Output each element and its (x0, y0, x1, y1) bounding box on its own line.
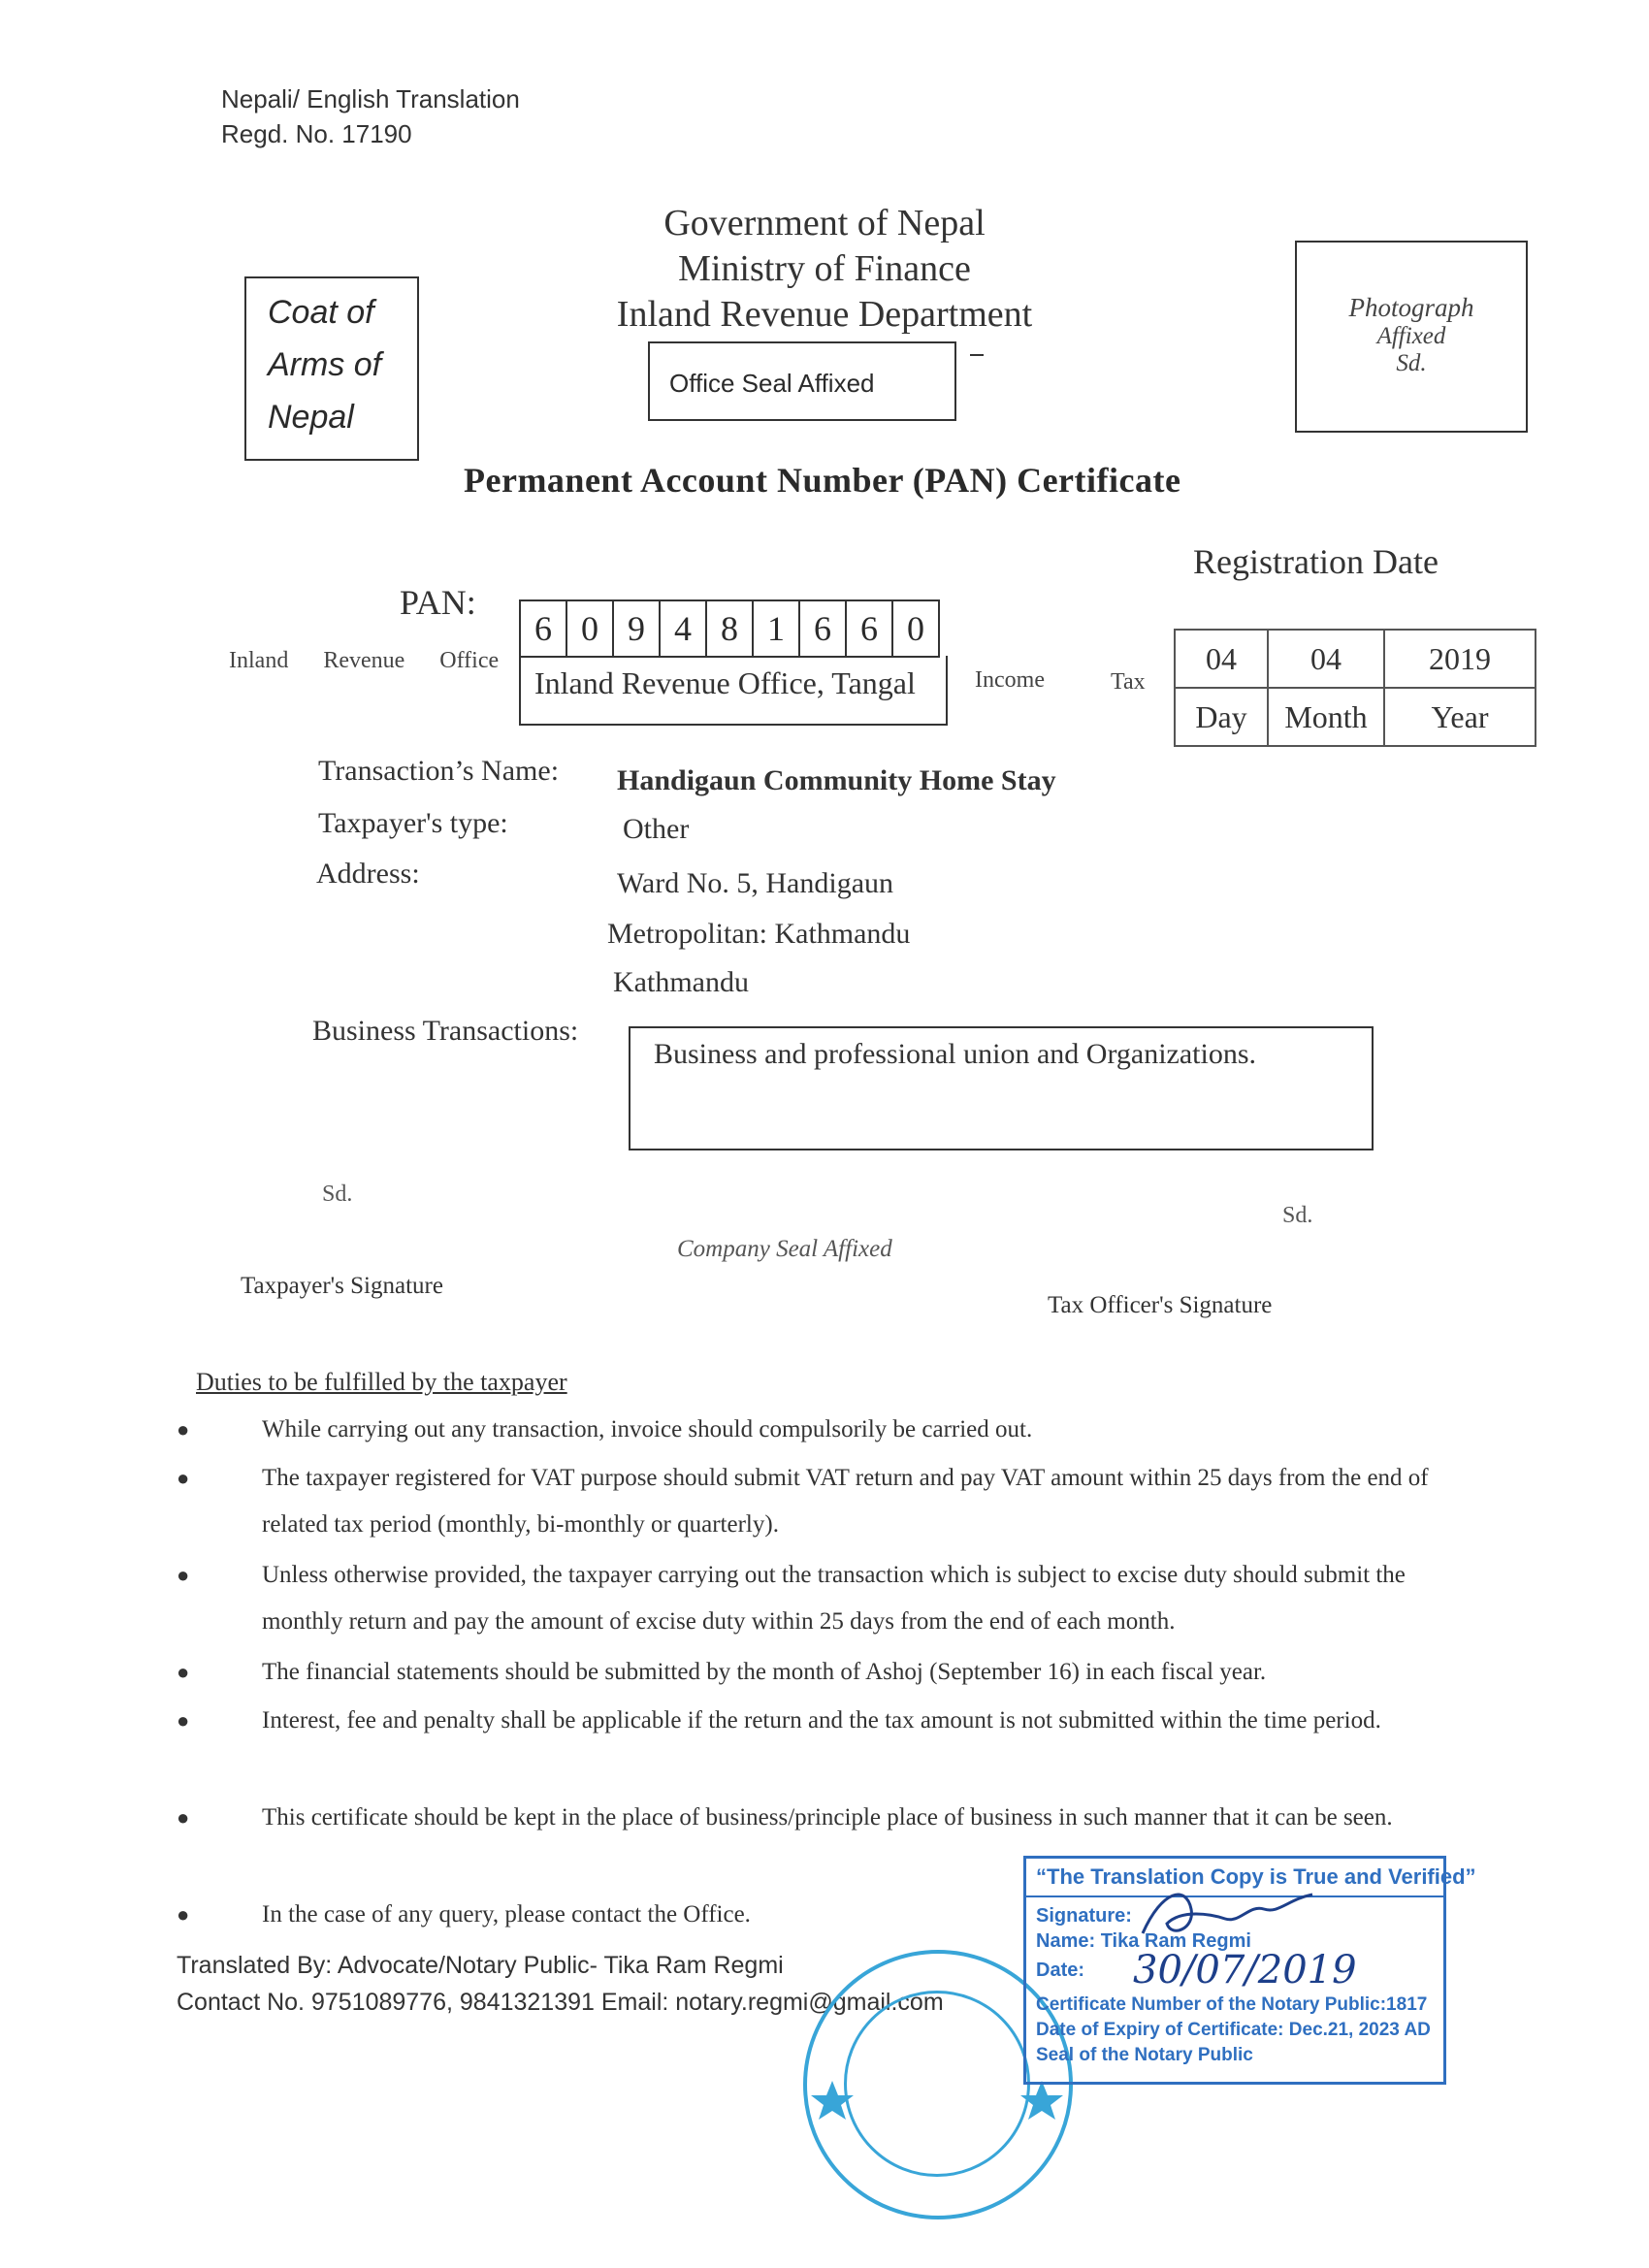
transaction-name-value: Handigaun Community Home Stay (617, 764, 1056, 796)
photograph-line-3: Sd. (1396, 350, 1427, 376)
government-name: Government of Nepal (663, 203, 986, 243)
stamp-signature: Signature: (1036, 1905, 1132, 1927)
reg-year: 2019 (1384, 630, 1536, 688)
taxpayer-type-label: Taxpayer's type: (318, 807, 508, 839)
photograph-line-2: Affixed (1376, 323, 1446, 349)
pan-digit: 6 (521, 601, 567, 658)
ministry-name: Ministry of Finance (678, 248, 971, 289)
dash-mark (970, 354, 984, 356)
pan-digit: 0 (567, 601, 614, 658)
duty-item (177, 1552, 1455, 1645)
bullet-icon: ● (177, 1902, 190, 1927)
coat-line-2: Arms of (268, 346, 382, 383)
translation-header (221, 81, 520, 151)
translated-by: Translated By: Advocate/Notary Public- Tika Ram Regmi (177, 1952, 784, 1979)
bullet-icon: ● (177, 1563, 190, 1587)
coat-of-arms-box (244, 276, 419, 461)
office-label-3: Office (439, 648, 500, 673)
pan-digit: 8 (707, 601, 754, 658)
photograph-line-1: Photograph (1348, 293, 1474, 322)
tax-label: Tax (1111, 669, 1146, 695)
department-name: Inland Revenue Department (616, 294, 1033, 335)
stamp-date: Date: (1036, 1960, 1085, 1981)
reg-month: 04 (1268, 630, 1384, 688)
pan-digit: 9 (614, 601, 661, 658)
coat-line-1: Coat of (268, 294, 374, 331)
stamp-date-value: 30/07/2019 (1133, 1948, 1357, 1993)
duty-item (177, 1698, 1455, 1744)
handwritten-signature (1133, 1880, 1327, 1948)
reg-year-label: Year (1384, 688, 1536, 746)
business-transactions-value: Business and professional union and Organizations. (654, 1038, 1257, 1070)
business-transactions-label: Business Transactions: (312, 1015, 579, 1047)
address-label: Address: (316, 858, 420, 890)
pan-label: PAN: (400, 583, 476, 622)
pan-digit-grid (519, 599, 940, 658)
reg-day-label: Day (1175, 688, 1268, 746)
bullet-icon: ● (177, 1466, 190, 1490)
pan-digit: 4 (661, 601, 707, 658)
registration-date-label: Registration Date (1193, 542, 1439, 581)
photograph-box (1295, 241, 1528, 433)
stamp-cert-number: Certificate Number of the Notary Public:1817 (1036, 1994, 1428, 2015)
stamp-expiry: Date of Expiry of Certificate: Dec.21, 2023 AD (1036, 2020, 1431, 2040)
office-seal-text: Office Seal Affixed (669, 369, 875, 398)
duty-item (177, 1455, 1455, 1548)
bullet-icon: ● (177, 1708, 190, 1733)
company-seal-text: Company Seal Affixed (677, 1236, 892, 1262)
duty-item-text: The taxpayer registered for VAT purpose should submit VAT return and pay VAT amount within 25 days from the end of related tax period (monthly, bi-monthly or quarterly). (262, 1465, 1429, 1538)
reg-month-label: Month (1268, 688, 1384, 746)
duty-item-text: Unless otherwise provided, the taxpayer carrying out the transaction which is subject to excise duty should submit the monthly return and pay the amount of excise duty within 25 days from the end of each month. (262, 1562, 1406, 1635)
office-label-2: Revenue (323, 648, 405, 673)
bullet-icon: ● (177, 1417, 190, 1442)
stamp-title: “The Translation Copy is True and Verified” (1036, 1864, 1476, 1889)
notary-verification-stamp (1023, 1856, 1476, 2085)
office-seal-box (648, 341, 956, 421)
registration-number: Regd. No. 17190 (221, 119, 412, 148)
pan-digit: 0 (893, 601, 940, 658)
income-label: Income (975, 667, 1045, 693)
stamp-seal-line: Seal of the Notary Public (1036, 2045, 1253, 2065)
pan-digit: 1 (754, 601, 800, 658)
taxpayer-signature-label: Taxpayer's Signature (241, 1273, 443, 1299)
certificate-title: Permanent Account Number (PAN) Certificate (464, 461, 1181, 500)
pan-digit: 6 (800, 601, 847, 658)
address-line-2: Metropolitan: Kathmandu (607, 918, 911, 950)
coat-line-3: Nepal (268, 399, 354, 436)
contact-info: Contact No. 9751089776, 9841321391 Email: notary.regmi@gmail.com (177, 1989, 944, 2016)
tax-officer-signature-label: Tax Officer's Signature (1048, 1292, 1273, 1318)
reg-day: 04 (1175, 630, 1268, 688)
business-transactions-box (629, 1026, 1374, 1150)
duty-item (177, 1407, 1455, 1453)
duty-item-text: In the case of any query, please contact the Office. (262, 1901, 751, 1928)
duty-item (177, 1649, 1455, 1696)
duty-item (177, 1795, 1455, 1841)
bullet-icon: ● (177, 1660, 190, 1684)
registration-date-table (1174, 629, 1536, 747)
duties-heading: Duties to be fulfilled by the taxpayer (196, 1368, 567, 1396)
address-line-3: Kathmandu (613, 966, 749, 998)
office-value: Inland Revenue Office, Tangal (534, 665, 916, 700)
duty-item-text: This certificate should be kept in the place of business/principle place of business in such manner that it can be seen. (262, 1804, 1393, 1831)
translation-title: Nepali/ English Translation (221, 84, 520, 113)
office-value-box (519, 656, 948, 726)
duty-item (177, 1892, 863, 1938)
taxpayer-sd: Sd. (322, 1182, 353, 1207)
transaction-name-label: Transaction’s Name: (318, 755, 560, 787)
duty-item-text: Interest, fee and penalty shall be applicable if the return and the tax amount is not submitted within the time period. (262, 1707, 1381, 1733)
taxpayer-type-value: Other (623, 813, 690, 845)
address-line-1: Ward No. 5, Handigaun (617, 867, 894, 899)
office-label-1: Inland (229, 648, 289, 673)
stamp-name: Name: Tika Ram Regmi (1036, 1930, 1251, 1952)
officer-sd: Sd. (1282, 1203, 1313, 1228)
duty-item-text: The financial statements should be submitted by the month of Ashoj (September 16) in each fiscal year. (262, 1659, 1267, 1685)
pan-digit: 6 (847, 601, 893, 658)
office-label (229, 648, 499, 674)
duty-item-text: While carrying out any transaction, invoice should compulsorily be carried out. (262, 1416, 1033, 1442)
bullet-icon: ● (177, 1805, 190, 1830)
